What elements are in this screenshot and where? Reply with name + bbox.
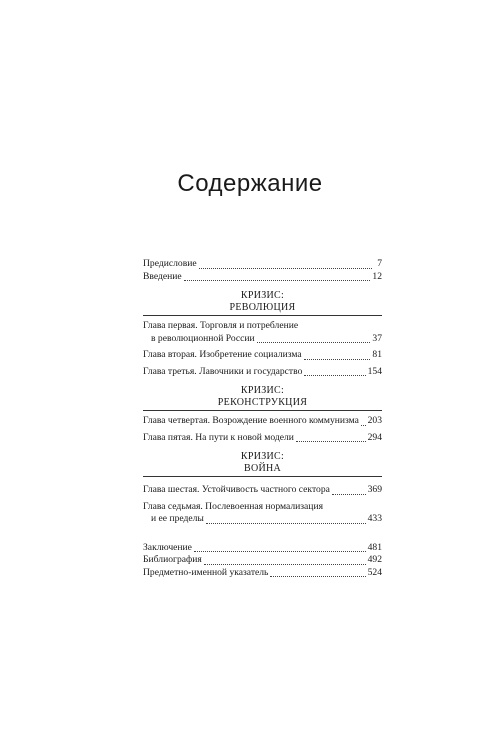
part-heading-subtitle: РЕВОЛЮЦИЯ (229, 302, 296, 313)
toc-entry-page: 524 (367, 566, 382, 578)
toc-entry[interactable] (143, 432, 382, 445)
toc-entry-label-line1: Глава седьмая. Послевоенная нормализация (143, 500, 323, 512)
toc-entry-page: 492 (367, 554, 382, 565)
toc-entry-label: Библиография (143, 554, 202, 565)
toc-entry-label-line1: Глава первая. Торговля и потребление (143, 320, 299, 331)
toc-entry-label: Глава пятая. На пути к новой модели (143, 431, 294, 443)
dot-leader (257, 341, 371, 343)
part-heading (143, 385, 382, 409)
dot-leader (304, 358, 371, 360)
toc-entry-page: 81 (372, 349, 382, 360)
toc-entry[interactable] (143, 271, 382, 284)
part-heading-title: КРИЗИС: (240, 451, 285, 462)
toc-entry[interactable] (143, 554, 382, 567)
toc-entry[interactable] (143, 501, 382, 526)
toc-entry-page: 37 (372, 332, 382, 344)
dot-leader (199, 267, 372, 269)
toc-entry-label: в революционной России (151, 332, 255, 344)
dot-leader (361, 424, 366, 426)
dot-leader (304, 374, 365, 376)
toc-entry-page: 7 (377, 258, 382, 269)
part-heading-subtitle: РЕКОНСТРУКЦИЯ (217, 397, 308, 408)
part-heading-title: КРИЗИС: (240, 385, 285, 396)
toc-entry-page: 294 (367, 431, 382, 443)
toc-entry[interactable] (143, 258, 382, 271)
dot-leader (194, 550, 366, 552)
toc-entry-label: Глава вторая. Изобретение социализма (143, 349, 302, 360)
toc-entry-label: Введение (143, 270, 182, 282)
toc-entry-page: 12 (372, 270, 382, 282)
toc-entry-page: 433 (367, 513, 382, 524)
dot-leader (184, 279, 371, 281)
toc-entry[interactable] (143, 415, 382, 428)
toc-entry-label: Предметно-именной указатель (143, 566, 269, 578)
toc-entry-page: 369 (367, 484, 382, 495)
toc-entry-label: Глава шестая. Устойчивость частного сектора (143, 484, 330, 495)
part-heading (143, 451, 382, 475)
part-heading (143, 290, 382, 314)
toc-entry[interactable] (143, 320, 382, 345)
toc-entry-label: Заключение (143, 541, 192, 553)
toc-entry-label: и ее пределы (151, 513, 204, 524)
toc-entry[interactable] (143, 567, 382, 580)
dot-leader (270, 575, 365, 577)
part-heading-title: КРИЗИС: (240, 290, 285, 301)
toc-entry[interactable] (143, 366, 382, 379)
toc-entry-label: Предисловие (143, 258, 197, 269)
toc-entry[interactable] (143, 484, 382, 497)
toc-entry-page: 203 (367, 415, 382, 426)
dot-leader (206, 522, 366, 524)
toc-entry-label: Глава четвертая. Возрождение военного коммунизма (143, 415, 359, 426)
toc-entry[interactable] (143, 349, 382, 362)
page-title: Содержание (177, 170, 323, 197)
table-of-contents (143, 258, 382, 579)
part-heading-subtitle: ВОЙНА (243, 463, 282, 474)
dot-leader (332, 493, 366, 495)
toc-entry[interactable] (143, 542, 382, 555)
toc-entry-page: 481 (367, 541, 382, 553)
dot-leader (204, 563, 366, 565)
toc-entry-page: 154 (367, 365, 382, 377)
dot-leader (296, 440, 366, 442)
toc-entry-label: Глава третья. Лавочники и государство (143, 365, 303, 377)
